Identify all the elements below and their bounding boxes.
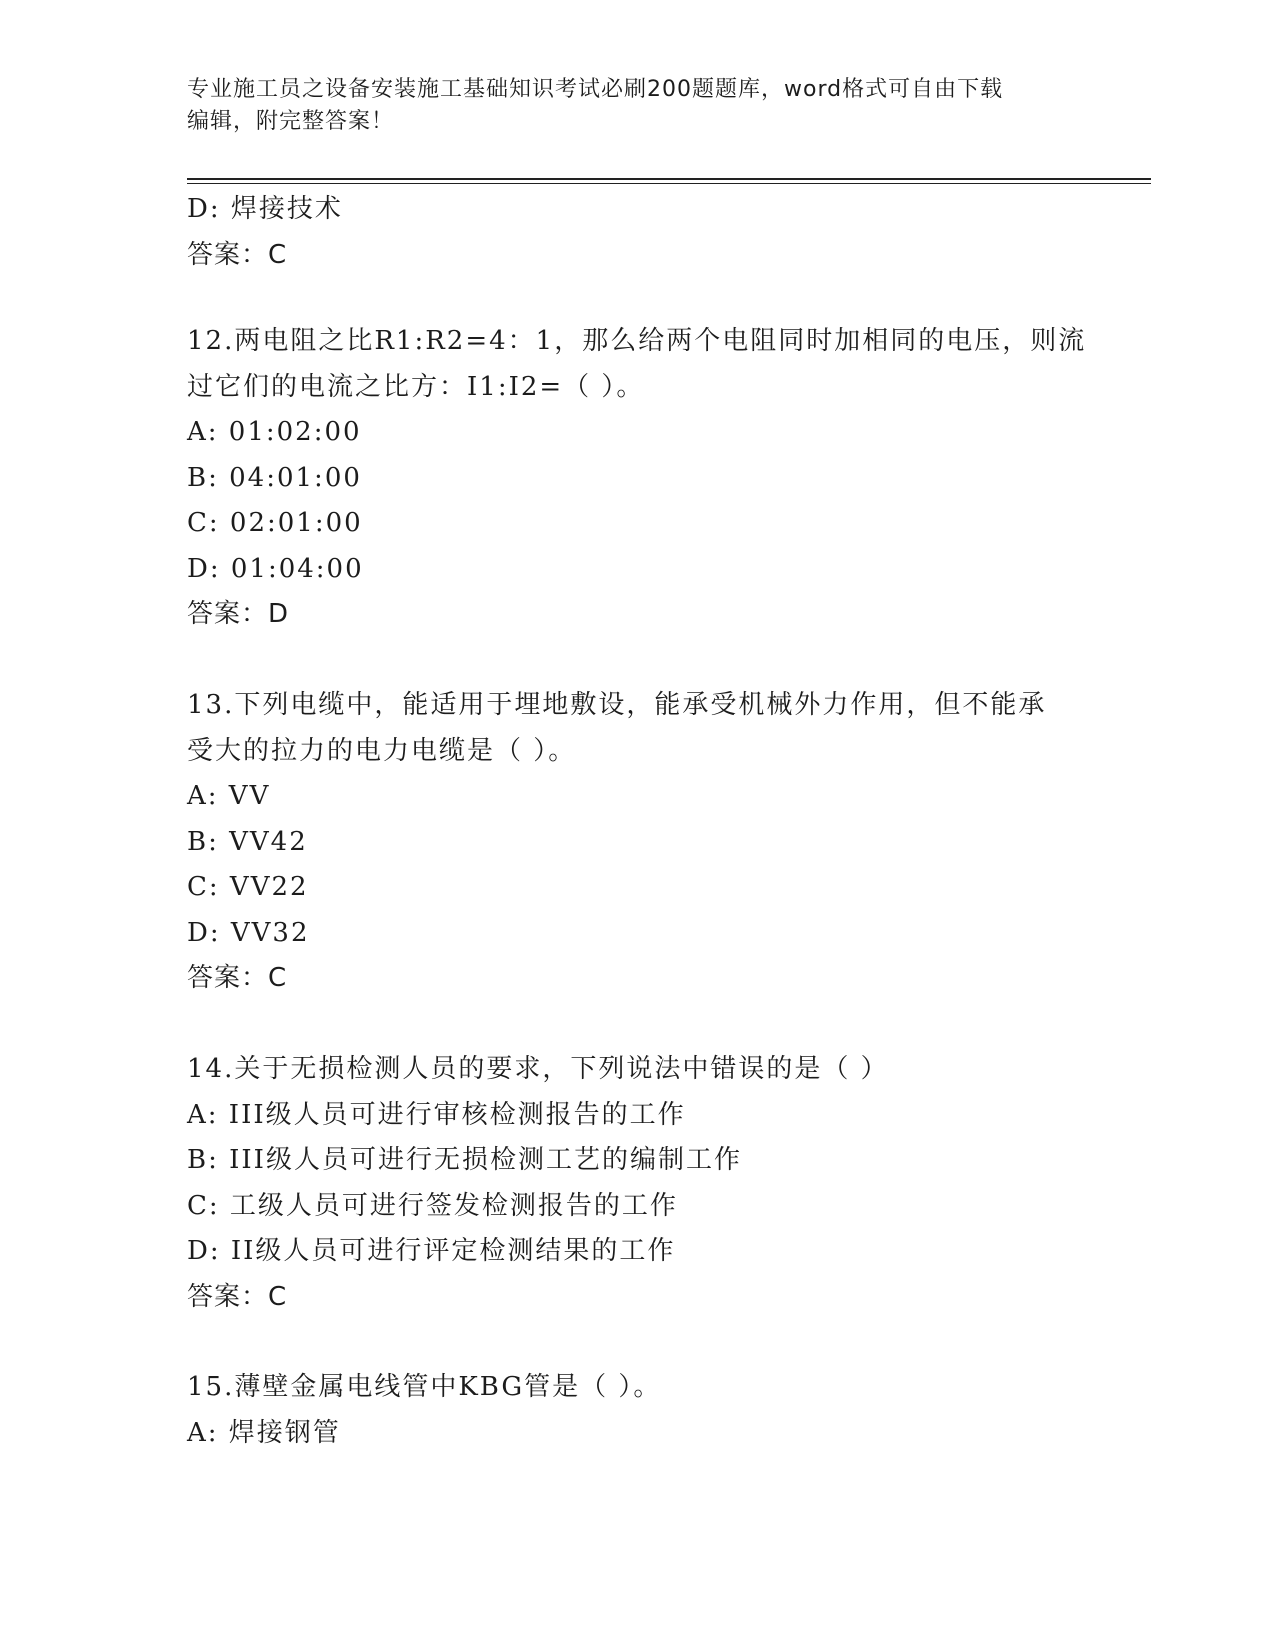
option-b: B: III级人员可进行无损检测工艺的编制工作 xyxy=(187,1145,742,1175)
header-rule-thick xyxy=(187,178,1151,180)
option-d: D: 01:04:00 xyxy=(187,553,364,584)
option-a: A: VV xyxy=(187,781,271,811)
option-a: A: 焊接钢管 xyxy=(187,1417,341,1448)
question-12 xyxy=(187,319,1107,638)
question-text-line-1: 14.关于无损检测人员的要求，下列说法中错误的是（ ） xyxy=(187,1054,889,1084)
header-rule-thin xyxy=(187,183,1151,184)
option-a: A: III级人员可进行审核检测报告的工作 xyxy=(187,1099,686,1130)
option-b: B: 04:01:00 xyxy=(187,462,362,493)
answer-line: 答案：C xyxy=(187,239,288,270)
option-b: B: VV42 xyxy=(187,826,308,857)
question-text-line-1: 15.薄壁金属电线管中KBG管是（ ）。 xyxy=(187,1372,662,1402)
header-line-2: 编辑，附完整答案！ xyxy=(187,109,395,134)
question-14 xyxy=(187,1047,1107,1320)
question-text-line-1: 13.下列电缆中，能适用于埋地敷设，能承受机械外力作用，但不能承 xyxy=(187,690,1047,720)
answer-line: 答案：C xyxy=(187,963,288,993)
question-15 xyxy=(187,1365,1107,1456)
previous-question xyxy=(187,187,1107,278)
option-d: D: VV32 xyxy=(187,917,310,948)
answer-line: 答案：D xyxy=(187,599,290,629)
option-c: C: VV22 xyxy=(187,872,309,902)
option-c: C: 02:01:00 xyxy=(187,508,363,538)
option-d: D: 焊接技术 xyxy=(187,194,343,224)
page-header xyxy=(187,74,1087,138)
question-text-line-1: 12.两电阻之比R1:R2=4：1，那么给两个电阻同时加相同的电压，则流 xyxy=(187,326,1087,356)
option-a: A: 01:02:00 xyxy=(187,417,362,447)
question-text-line-2: 受大的拉力的电力电缆是（ ）。 xyxy=(187,735,577,766)
question-13 xyxy=(187,683,1107,1002)
answer-line: 答案：C xyxy=(187,1281,288,1312)
question-text-line-2: 过它们的电流之比方：I1:I2=（ ）。 xyxy=(187,371,645,402)
option-c: C: 工级人员可进行签发检测报告的工作 xyxy=(187,1190,678,1221)
option-d: D: II级人员可进行评定检测结果的工作 xyxy=(187,1236,676,1266)
header-line-1: 专业施工员之设备安装施工基础知识考试必刷200题题库，word格式可自由下载 xyxy=(187,77,1004,102)
